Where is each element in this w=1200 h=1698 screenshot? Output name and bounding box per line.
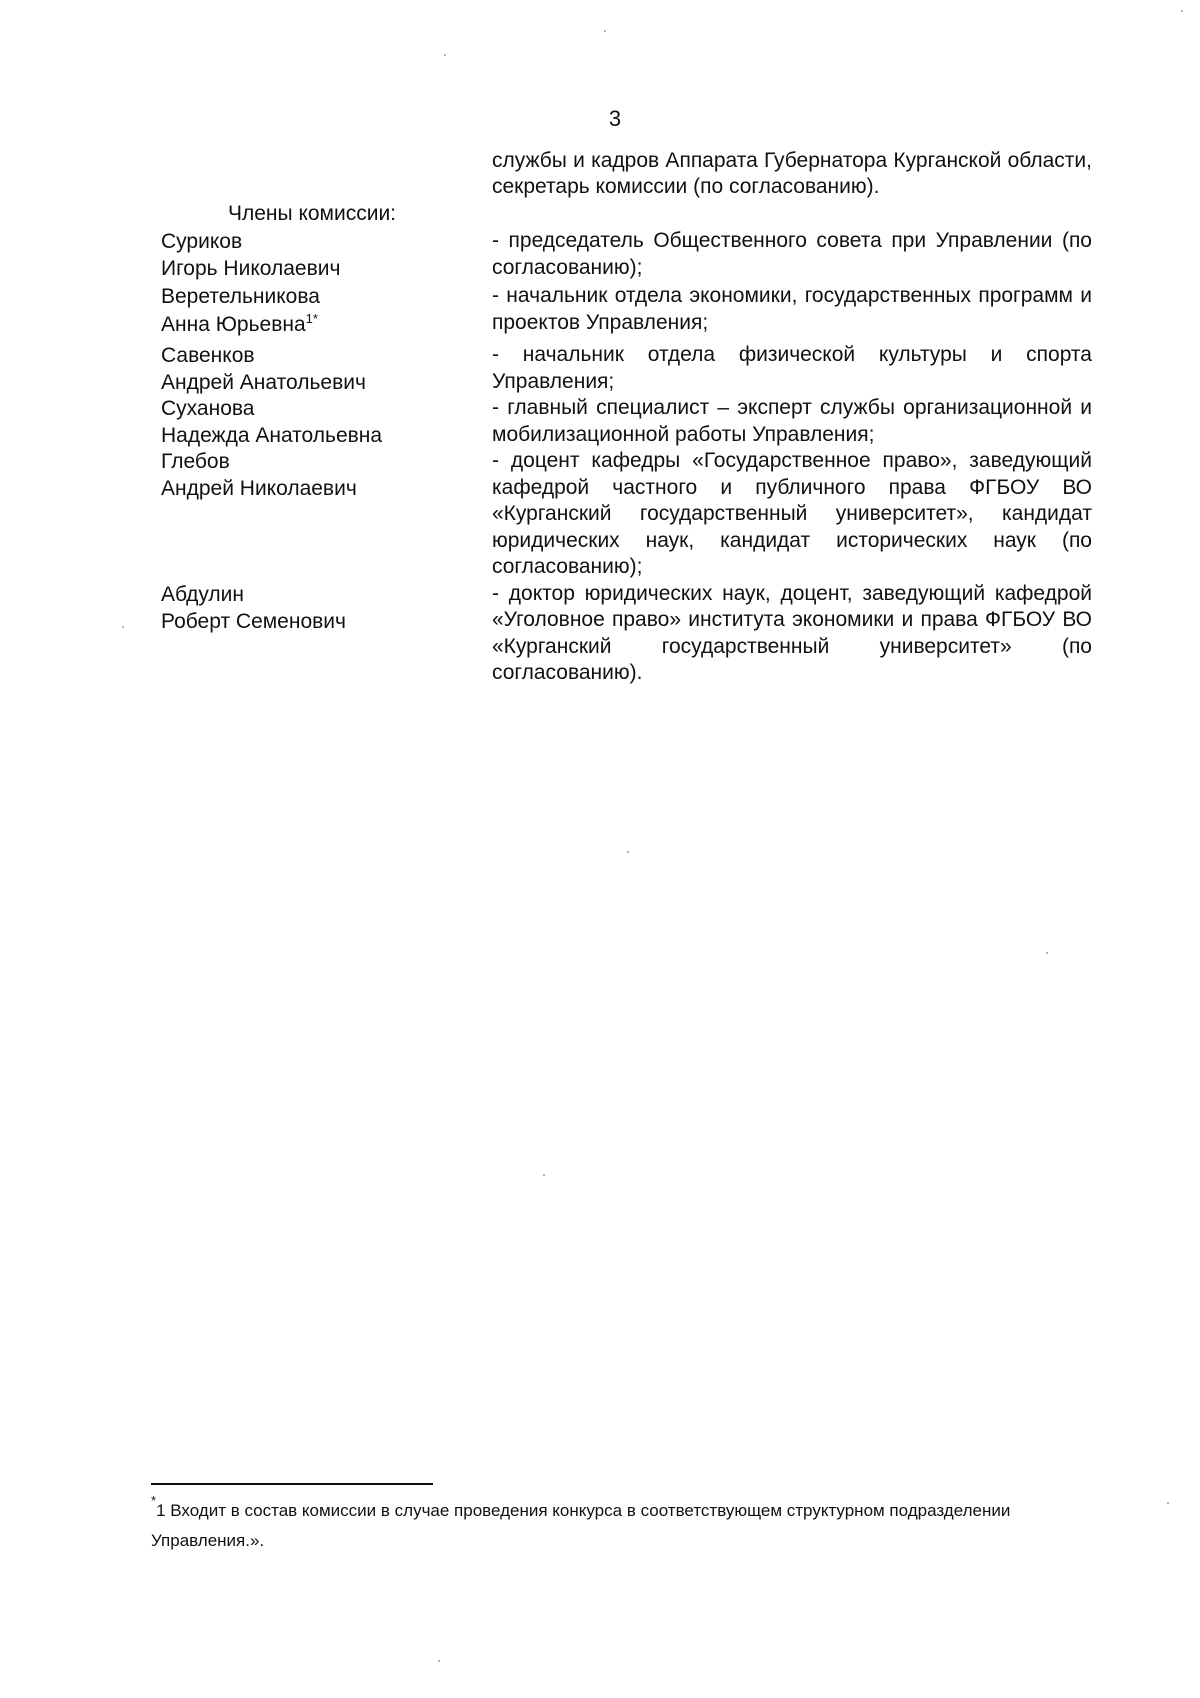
member-name (161, 228, 461, 282)
member-given-names: Игорь Николаевич (161, 257, 341, 280)
member-entry (161, 448, 1092, 581)
member-description: - доктор юридических наук, доцент, заведующий кафедрой «Уголовное право» института экономики и права ФГБОУ ВО «Курганский государственный университет» (по согласованию). (492, 581, 1092, 684)
member-given-names: Роберт Семенович (161, 609, 346, 633)
members-list (161, 228, 1092, 687)
member-name (161, 581, 461, 635)
footnote-reference: 1* (305, 311, 318, 326)
footnote (151, 1493, 1051, 1556)
scan-speck (122, 626, 124, 628)
member-name (161, 283, 461, 338)
scan-speck (604, 30, 606, 32)
member-surname: Савенков (161, 344, 255, 367)
scan-speck (444, 54, 446, 56)
member-given-names: Андрей Николаевич (161, 477, 357, 500)
footnote-marker: * (151, 1493, 157, 1508)
member-surname: Суриков (161, 230, 243, 253)
scan-speck (1046, 952, 1048, 954)
member-description: - начальник отдела экономики, государственных программ и проектов Управления; (492, 284, 1092, 334)
member-entry (161, 283, 1092, 336)
member-name (161, 448, 461, 502)
continuation-paragraph: службы и кадров Аппарата Губернатора Курганской области, секретарь комиссии (по согласованию). (492, 149, 1092, 198)
scan-speck (1167, 1502, 1169, 1504)
member-entry (161, 228, 1092, 281)
member-given-names: Анна Юрьевна$^{1*}$ (161, 311, 318, 336)
member-name (161, 395, 461, 449)
member-surname: Суханова (161, 397, 255, 420)
member-description: - председатель Общественного совета при Управлении (по согласованию); (492, 229, 1092, 279)
footnote-separator (151, 1483, 433, 1485)
scan-speck (1181, 10, 1183, 12)
member-description: - доцент кафедры «Государственное право», заведующий кафедрой частного и публичного права ФГБОУ ВО «Курганский государственный университет», кандидат юридических наук, кандидат исторических наук (по согласованию); (492, 449, 1092, 578)
scan-speck (627, 851, 629, 853)
member-entry (161, 581, 1092, 687)
member-given-names: Андрей Анатольевич (161, 371, 366, 394)
footnote-text: 1 Входит в состав комиссии в случае проведения конкурса в соответствующем структурном подразделении Управления.». (151, 1501, 1011, 1550)
scan-speck (438, 1660, 440, 1662)
member-description: - начальник отдела физической культуры и спорта Управления; (492, 343, 1092, 393)
scan-speck (543, 1174, 545, 1176)
member-surname: Веретельникова (161, 285, 320, 308)
members-heading: Члены комиссии: (228, 202, 397, 225)
member-description: - главный специалист – эксперт службы организационной и мобилизационной работы Управления; (492, 396, 1092, 446)
member-surname: Абдулин (161, 582, 244, 606)
member-entry (161, 395, 1092, 448)
member-surname: Глебов (161, 450, 230, 473)
member-given-names: Надежда Анатольевна (161, 424, 383, 447)
page-number: 3 (608, 106, 622, 131)
member-entry (161, 342, 1092, 395)
member-name (161, 342, 461, 396)
